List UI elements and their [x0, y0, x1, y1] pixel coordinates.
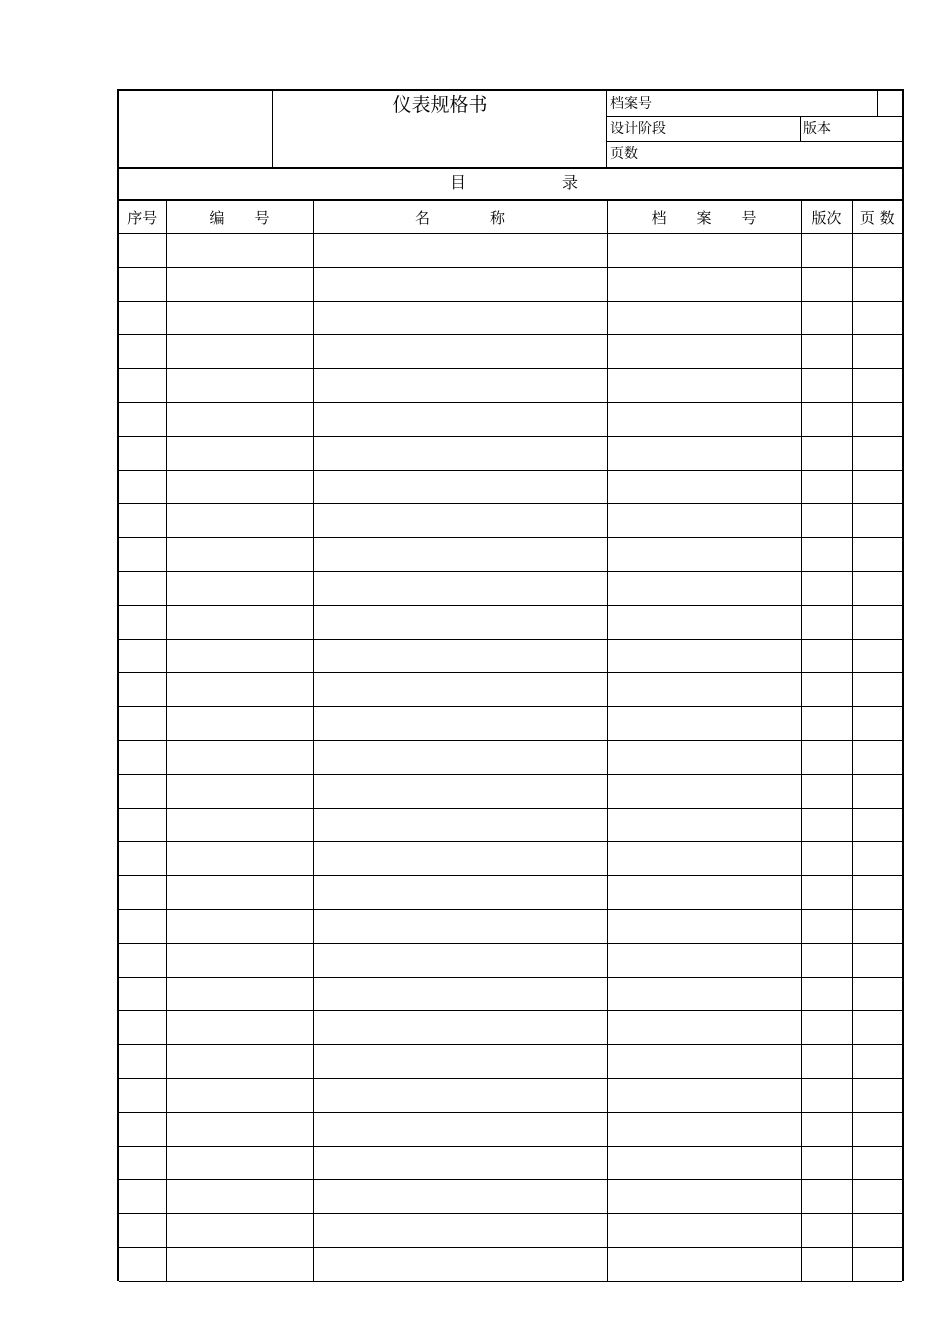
table-cell	[852, 538, 902, 572]
table-cell	[313, 774, 607, 808]
table-row	[119, 335, 902, 369]
table-cell	[801, 369, 852, 403]
table-cell	[852, 740, 902, 774]
table-row	[119, 1011, 902, 1045]
table-cell	[801, 335, 852, 369]
table-cell	[852, 909, 902, 943]
table-cell	[852, 943, 902, 977]
archive-number-label: 档案号	[610, 96, 652, 112]
table-row	[119, 1180, 902, 1214]
divider	[606, 141, 902, 142]
table-cell	[166, 335, 313, 369]
table-cell	[607, 436, 801, 470]
table-row	[119, 267, 902, 301]
table-cell	[607, 909, 801, 943]
table-cell	[313, 605, 607, 639]
table-row	[119, 504, 902, 538]
table-cell	[119, 335, 166, 369]
table-row	[119, 977, 902, 1011]
table-cell	[852, 605, 902, 639]
table-cell	[119, 1112, 166, 1146]
table-cell	[607, 1112, 801, 1146]
table-row	[119, 436, 902, 470]
table-row	[119, 1146, 902, 1180]
table-cell	[119, 402, 166, 436]
table-cell	[313, 335, 607, 369]
table-cell	[801, 571, 852, 605]
table-cell	[313, 1011, 607, 1045]
table-cell	[852, 639, 902, 673]
table-cell	[313, 1247, 607, 1281]
table-cell	[607, 605, 801, 639]
table-cell	[607, 673, 801, 707]
table-cell	[801, 774, 852, 808]
table-cell	[607, 740, 801, 774]
table-cell	[119, 436, 166, 470]
table-header-row	[119, 201, 902, 234]
table-cell	[166, 538, 313, 572]
table-cell	[313, 504, 607, 538]
table-cell	[313, 267, 607, 301]
table-cell	[119, 571, 166, 605]
table-cell	[119, 470, 166, 504]
table-cell	[801, 1045, 852, 1079]
table-cell	[119, 1011, 166, 1045]
table-cell	[852, 707, 902, 741]
toc-title-band	[119, 167, 902, 201]
table-cell	[119, 909, 166, 943]
table-cell	[852, 335, 902, 369]
table-cell	[119, 977, 166, 1011]
table-cell	[852, 1214, 902, 1248]
table-cell	[313, 436, 607, 470]
toc-table	[119, 201, 902, 1282]
table-cell	[852, 1112, 902, 1146]
table-cell	[166, 774, 313, 808]
table-cell	[166, 1146, 313, 1180]
table-row	[119, 1112, 902, 1146]
table-cell	[852, 1011, 902, 1045]
instrument-spec-form	[117, 89, 904, 1281]
table-cell	[852, 774, 902, 808]
table-cell	[313, 234, 607, 268]
col-header-pages: 页 数	[852, 201, 902, 234]
table-cell	[852, 267, 902, 301]
table-row	[119, 234, 902, 268]
table-cell	[852, 1247, 902, 1281]
table-cell	[801, 876, 852, 910]
table-cell	[801, 470, 852, 504]
table-cell	[607, 1247, 801, 1281]
table-cell	[119, 538, 166, 572]
table-cell	[801, 436, 852, 470]
table-cell	[607, 470, 801, 504]
table-cell	[801, 909, 852, 943]
table-cell	[119, 842, 166, 876]
table-cell	[119, 1247, 166, 1281]
table-cell	[852, 402, 902, 436]
table-cell	[607, 876, 801, 910]
table-cell	[607, 1045, 801, 1079]
table-cell	[119, 369, 166, 403]
table-row	[119, 402, 902, 436]
table-cell	[119, 504, 166, 538]
table-cell	[166, 369, 313, 403]
table-cell	[801, 639, 852, 673]
table-cell	[852, 234, 902, 268]
table-cell	[313, 977, 607, 1011]
table-cell	[313, 402, 607, 436]
table-cell	[313, 301, 607, 335]
table-cell	[801, 977, 852, 1011]
table-cell	[852, 1180, 902, 1214]
table-row	[119, 673, 902, 707]
table-cell	[166, 571, 313, 605]
table-cell	[607, 571, 801, 605]
divider	[877, 91, 878, 116]
table-cell	[607, 707, 801, 741]
table-row	[119, 943, 902, 977]
table-row	[119, 639, 902, 673]
table-cell	[166, 436, 313, 470]
table-cell	[801, 301, 852, 335]
table-cell	[852, 504, 902, 538]
table-cell	[313, 538, 607, 572]
table-cell	[313, 1045, 607, 1079]
table-cell	[852, 436, 902, 470]
table-cell	[313, 470, 607, 504]
table-cell	[801, 808, 852, 842]
table-cell	[119, 301, 166, 335]
table-row	[119, 740, 902, 774]
table-cell	[801, 842, 852, 876]
table-row	[119, 774, 902, 808]
table-row	[119, 1214, 902, 1248]
table-cell	[801, 605, 852, 639]
table-cell	[166, 1045, 313, 1079]
table-cell	[801, 1011, 852, 1045]
table-cell	[607, 639, 801, 673]
col-header-name: 名 称	[313, 201, 607, 234]
table-cell	[313, 943, 607, 977]
pages-label: 页数	[610, 146, 638, 162]
table-row	[119, 1078, 902, 1112]
table-cell	[166, 504, 313, 538]
design-stage-label: 设计阶段	[610, 121, 666, 137]
table-cell	[801, 538, 852, 572]
table-cell	[313, 707, 607, 741]
table-cell	[166, 1214, 313, 1248]
table-cell	[801, 267, 852, 301]
table-cell	[166, 234, 313, 268]
table-row	[119, 842, 902, 876]
table-row	[119, 1247, 902, 1281]
table-cell	[607, 1011, 801, 1045]
table-cell	[119, 1146, 166, 1180]
table-cell	[119, 1078, 166, 1112]
table-cell	[313, 1214, 607, 1248]
table-cell	[166, 909, 313, 943]
table-cell	[801, 402, 852, 436]
table-cell	[801, 943, 852, 977]
table-cell	[852, 876, 902, 910]
table-cell	[119, 1180, 166, 1214]
table-cell	[313, 1078, 607, 1112]
form-header	[119, 91, 902, 169]
table-cell	[166, 1112, 313, 1146]
table-cell	[313, 1146, 607, 1180]
table-cell	[607, 234, 801, 268]
table-cell	[119, 707, 166, 741]
table-cell	[801, 1214, 852, 1248]
table-cell	[607, 504, 801, 538]
table-row	[119, 808, 902, 842]
table-cell	[607, 402, 801, 436]
table-row	[119, 301, 902, 335]
table-cell	[852, 1146, 902, 1180]
table-cell	[801, 1078, 852, 1112]
table-cell	[166, 1180, 313, 1214]
table-cell	[607, 267, 801, 301]
table-cell	[852, 470, 902, 504]
table-row	[119, 909, 902, 943]
table-cell	[801, 1180, 852, 1214]
table-cell	[852, 571, 902, 605]
table-cell	[801, 1247, 852, 1281]
table-cell	[852, 369, 902, 403]
table-cell	[607, 774, 801, 808]
table-cell	[119, 1045, 166, 1079]
table-cell	[801, 707, 852, 741]
table-cell	[607, 943, 801, 977]
table-cell	[801, 740, 852, 774]
table-cell	[166, 842, 313, 876]
table-cell	[852, 1078, 902, 1112]
table-cell	[607, 977, 801, 1011]
table-cell	[119, 774, 166, 808]
table-cell	[166, 402, 313, 436]
version-label: 版本	[803, 121, 831, 137]
divider	[800, 116, 801, 141]
table-cell	[607, 301, 801, 335]
table-cell	[852, 301, 902, 335]
table-cell	[313, 1112, 607, 1146]
table-row	[119, 470, 902, 504]
document-title: 仪表规格书	[392, 94, 488, 116]
table-cell	[607, 1180, 801, 1214]
table-cell	[607, 808, 801, 842]
col-header-archive-number: 档 案 号	[607, 201, 801, 234]
table-cell	[166, 605, 313, 639]
table-cell	[313, 673, 607, 707]
table-cell	[607, 335, 801, 369]
table-cell	[852, 977, 902, 1011]
table-cell	[119, 673, 166, 707]
table-row	[119, 605, 902, 639]
table-cell	[313, 369, 607, 403]
table-cell	[166, 876, 313, 910]
table-cell	[166, 1078, 313, 1112]
table-cell	[801, 1146, 852, 1180]
table-cell	[607, 1146, 801, 1180]
table-cell	[119, 605, 166, 639]
table-cell	[119, 808, 166, 842]
col-header-revision: 版次	[801, 201, 852, 234]
table-cell	[313, 740, 607, 774]
table-cell	[313, 909, 607, 943]
table-cell	[607, 1078, 801, 1112]
table-cell	[166, 267, 313, 301]
table-cell	[801, 1112, 852, 1146]
table-cell	[166, 707, 313, 741]
table-row	[119, 369, 902, 403]
table-cell	[852, 842, 902, 876]
divider	[606, 91, 607, 167]
table-cell	[166, 1011, 313, 1045]
table-cell	[801, 234, 852, 268]
table-cell	[852, 1045, 902, 1079]
table-cell	[166, 301, 313, 335]
table-row	[119, 571, 902, 605]
table-row	[119, 707, 902, 741]
table-cell	[119, 234, 166, 268]
table-cell	[166, 470, 313, 504]
table-cell	[801, 504, 852, 538]
table-cell	[313, 808, 607, 842]
table-cell	[852, 673, 902, 707]
table-cell	[313, 1180, 607, 1214]
table-cell	[166, 808, 313, 842]
table-cell	[313, 571, 607, 605]
toc-body	[119, 234, 902, 1282]
table-cell	[607, 369, 801, 403]
table-cell	[119, 639, 166, 673]
table-cell	[119, 740, 166, 774]
table-cell	[119, 267, 166, 301]
table-cell	[313, 639, 607, 673]
table-cell	[166, 639, 313, 673]
col-header-code: 编 号	[166, 201, 313, 234]
table-cell	[119, 943, 166, 977]
table-cell	[801, 673, 852, 707]
toc-title: 目 录	[449, 173, 578, 192]
table-cell	[119, 1214, 166, 1248]
logo-area	[119, 91, 272, 167]
table-cell	[607, 1214, 801, 1248]
table-cell	[607, 842, 801, 876]
table-cell	[119, 876, 166, 910]
table-cell	[313, 842, 607, 876]
table-row	[119, 1045, 902, 1079]
table-row	[119, 876, 902, 910]
col-header-seq: 序号	[119, 201, 166, 234]
table-cell	[166, 943, 313, 977]
table-cell	[166, 673, 313, 707]
table-cell	[166, 977, 313, 1011]
table-cell	[852, 808, 902, 842]
table-cell	[313, 876, 607, 910]
table-row	[119, 538, 902, 572]
table-cell	[166, 1247, 313, 1281]
table-cell	[166, 740, 313, 774]
table-cell	[607, 538, 801, 572]
